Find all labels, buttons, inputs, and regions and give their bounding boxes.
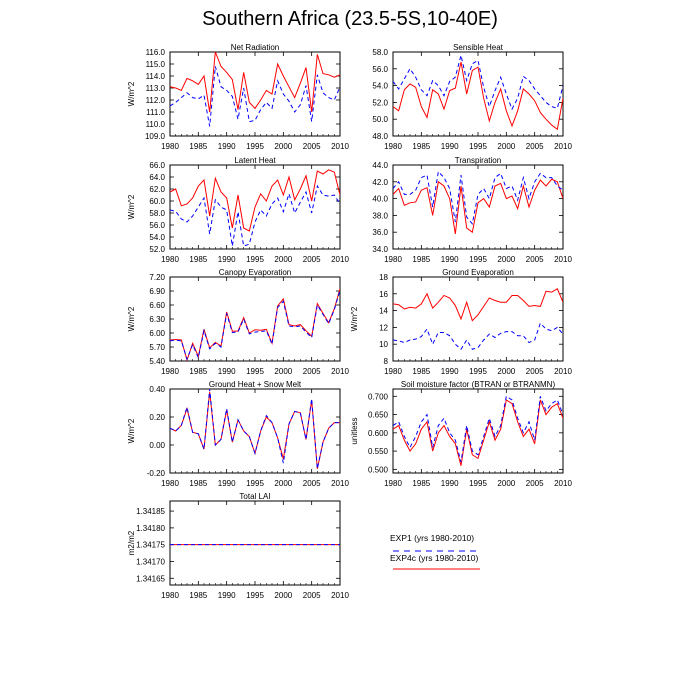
page-title: Southern Africa (23.5-5S,10-40E) <box>202 8 498 30</box>
x-tick-label: 2010 <box>331 479 349 488</box>
legend-label: EXP1 (yrs 1980-2010) <box>390 533 475 543</box>
chart-panel <box>127 43 349 151</box>
series-line-exp1 <box>393 172 563 224</box>
x-tick-label: 1980 <box>161 591 179 600</box>
x-tick-label: 2010 <box>554 142 572 151</box>
y-tick-label: 10 <box>379 340 388 350</box>
x-tick-label: 1995 <box>246 591 264 600</box>
x-tick-label: 2010 <box>554 255 572 264</box>
y-tick-label: 54.0 <box>149 233 165 242</box>
panel-title: Ground Heat + Snow Melt <box>208 380 302 389</box>
x-tick-label: 1985 <box>412 255 431 264</box>
y-tick-label: 48.0 <box>372 132 388 141</box>
plot-frame <box>393 389 563 473</box>
panel-title: Latent Heat <box>234 156 276 165</box>
x-tick-label: 2005 <box>525 479 544 488</box>
x-tick-label: 1980 <box>384 255 402 264</box>
series-line-exp1 <box>170 186 340 246</box>
chart-panel <box>372 156 572 264</box>
y-tick-label: 113.0 <box>145 84 165 93</box>
y-tick-label: 1.34165 <box>136 574 165 584</box>
x-tick-label: 1995 <box>469 367 487 376</box>
chart-panel <box>127 380 349 488</box>
x-tick-label: 2010 <box>331 255 349 264</box>
y-tick-label: 40.0 <box>372 194 388 204</box>
y-tick-label: 6.30 <box>149 315 165 324</box>
x-tick-label: 2010 <box>331 591 349 600</box>
y-axis-label: W/m^2 <box>350 306 359 332</box>
x-tick-label: 1985 <box>189 591 208 600</box>
x-tick-label: 2010 <box>331 367 349 376</box>
y-tick-label: 56.0 <box>372 64 388 74</box>
series-line-exp4c <box>393 179 563 234</box>
series-line-exp1 <box>393 323 563 349</box>
y-tick-label: 6.90 <box>149 287 165 296</box>
x-tick-label: 2005 <box>302 142 321 151</box>
y-tick-label: 5.40 <box>149 357 165 366</box>
x-tick-label: 1985 <box>189 255 208 264</box>
y-tick-label: 1.34175 <box>136 540 165 550</box>
chart-panel <box>127 492 349 600</box>
x-tick-label: 2005 <box>302 255 321 264</box>
y-tick-label: 66.0 <box>149 161 165 170</box>
y-tick-label: 18 <box>379 273 388 282</box>
y-axis-label: W/m^2 <box>127 81 136 107</box>
x-tick-label: 2000 <box>274 591 293 600</box>
series-line-exp1 <box>393 55 563 109</box>
panel-title: Sensible Heat <box>453 43 503 52</box>
x-tick-label: 2000 <box>497 142 516 151</box>
x-tick-label: 2005 <box>302 367 321 376</box>
x-tick-label: 1980 <box>384 367 402 376</box>
x-tick-label: 1990 <box>217 591 236 600</box>
x-tick-label: 2000 <box>274 367 293 376</box>
y-tick-label: 1.34185 <box>136 507 165 517</box>
plot-frame <box>170 501 340 585</box>
y-tick-label: 58.0 <box>372 48 388 57</box>
y-tick-label: 7.20 <box>149 273 165 282</box>
x-tick-label: 2000 <box>497 367 516 376</box>
x-tick-label: 1990 <box>217 479 236 488</box>
x-tick-label: 1995 <box>246 255 264 264</box>
x-tick-label: 1995 <box>469 479 487 488</box>
x-tick-label: 1980 <box>161 367 179 376</box>
x-tick-label: 2000 <box>497 479 516 488</box>
legend <box>390 533 480 569</box>
panel-title: Soil moisture factor (BTRAN or BTRANMN) <box>400 380 556 389</box>
y-tick-label: -0.20 <box>146 469 165 478</box>
y-tick-label: 0.00 <box>149 441 165 450</box>
y-tick-label: 52.0 <box>149 245 165 254</box>
plot-frame <box>393 165 563 249</box>
y-tick-label: 60.0 <box>149 197 165 206</box>
x-tick-label: 1980 <box>161 255 179 264</box>
y-tick-label: 115.0 <box>145 60 165 69</box>
y-tick-label: 0.700 <box>367 392 388 402</box>
y-tick-label: 16 <box>379 289 388 299</box>
y-axis-label: W/m^2 <box>127 194 136 220</box>
y-tick-label: 109.0 <box>144 132 165 141</box>
y-tick-label: 116.0 <box>145 48 165 57</box>
x-tick-label: 1995 <box>469 142 487 151</box>
y-tick-label: 1.34170 <box>136 557 165 567</box>
x-tick-label: 1980 <box>384 479 402 488</box>
y-tick-label: 42.0 <box>372 177 388 187</box>
y-tick-label: 62.0 <box>149 185 165 194</box>
y-tick-label: 110.0 <box>145 120 165 129</box>
x-tick-label: 1985 <box>412 142 431 151</box>
y-tick-label: 0.40 <box>149 385 165 394</box>
x-tick-label: 2000 <box>497 255 516 264</box>
y-tick-label: 8 <box>383 357 388 366</box>
y-tick-label: 34.0 <box>372 245 388 254</box>
series-line-exp1 <box>170 66 340 126</box>
x-tick-label: 1985 <box>412 479 431 488</box>
x-tick-label: 1980 <box>161 142 179 151</box>
y-tick-label: 14 <box>379 306 388 316</box>
y-tick-label: 12 <box>379 323 388 333</box>
x-tick-label: 2010 <box>554 479 572 488</box>
x-tick-label: 1985 <box>412 367 431 376</box>
x-tick-label: 1995 <box>469 255 487 264</box>
y-tick-label: 54.0 <box>372 81 388 91</box>
x-tick-label: 2000 <box>274 142 293 151</box>
series-line-exp1 <box>170 389 340 469</box>
x-tick-label: 1990 <box>440 367 459 376</box>
x-tick-label: 1990 <box>440 255 459 264</box>
chart-panel <box>127 156 349 264</box>
series-line-exp4c <box>170 52 340 112</box>
y-tick-label: 50.0 <box>372 115 388 125</box>
y-tick-label: 0.600 <box>367 428 388 438</box>
panel-title: Transpiration <box>454 156 502 165</box>
x-tick-label: 2010 <box>331 142 349 151</box>
x-tick-label: 1990 <box>217 367 236 376</box>
y-tick-label: 0.650 <box>367 410 388 420</box>
x-tick-label: 1980 <box>161 479 179 488</box>
y-tick-label: 64.0 <box>149 173 165 182</box>
x-tick-label: 1995 <box>246 479 264 488</box>
plot-frame <box>170 52 340 136</box>
x-tick-label: 1995 <box>246 142 264 151</box>
y-tick-label: 114.0 <box>145 72 165 81</box>
y-tick-label: 44.0 <box>372 161 388 170</box>
series-line-exp4c <box>393 289 563 321</box>
plot-frame <box>393 277 563 361</box>
series-line-exp1 <box>393 396 563 462</box>
chart-panel <box>350 268 572 376</box>
x-tick-label: 1985 <box>189 142 208 151</box>
x-tick-label: 1985 <box>189 367 208 376</box>
y-tick-label: 38.0 <box>372 211 388 221</box>
chart-panel <box>350 380 572 488</box>
x-tick-label: 1990 <box>440 142 459 151</box>
y-tick-label: 0.550 <box>367 447 388 457</box>
series-line-exp4c <box>393 62 563 129</box>
x-tick-label: 1990 <box>217 142 236 151</box>
series-line-exp4c <box>393 400 563 466</box>
panel-title: Canopy Evaporation <box>218 268 292 277</box>
y-tick-label: 0.500 <box>367 465 388 475</box>
chart-panel <box>372 43 572 151</box>
plot-frame <box>393 52 563 136</box>
x-tick-label: 2005 <box>302 591 321 600</box>
y-tick-label: 5.70 <box>149 343 165 352</box>
y-tick-label: 6.60 <box>149 301 165 310</box>
x-tick-label: 2010 <box>554 367 572 376</box>
y-tick-label: 111.0 <box>146 108 165 117</box>
x-tick-label: 1990 <box>217 255 236 264</box>
chart-panel <box>127 268 349 376</box>
panel-title: Total LAI <box>239 492 271 501</box>
x-tick-label: 2005 <box>525 367 544 376</box>
y-tick-label: 56.0 <box>149 221 165 230</box>
x-tick-label: 2000 <box>274 255 293 264</box>
y-axis-label: unitless <box>350 417 359 445</box>
y-tick-label: 1.34180 <box>136 523 165 533</box>
x-tick-label: 2005 <box>302 479 321 488</box>
x-tick-label: 1990 <box>440 479 459 488</box>
x-tick-label: 2005 <box>525 142 544 151</box>
y-tick-label: 112.0 <box>145 96 165 105</box>
x-tick-label: 1985 <box>189 479 208 488</box>
y-tick-label: 0.20 <box>149 413 165 422</box>
panel-title: Net Radiation <box>230 43 280 52</box>
legend-label: EXP4c (yrs 1980-2010) <box>390 553 479 563</box>
y-tick-label: 52.0 <box>372 98 388 108</box>
y-axis-label: W/m^2 <box>127 418 136 444</box>
panel-title: Ground Evaporation <box>442 268 514 277</box>
y-tick-label: 6.00 <box>149 329 165 338</box>
series-line-exp4c <box>170 289 340 360</box>
x-tick-label: 2000 <box>274 479 293 488</box>
x-tick-label: 2005 <box>525 255 544 264</box>
y-tick-label: 36.0 <box>372 228 388 238</box>
x-tick-label: 1980 <box>384 142 402 151</box>
y-axis-label: W/m^2 <box>127 306 136 332</box>
x-tick-label: 1995 <box>246 367 264 376</box>
y-axis-label: m2/m2 <box>127 530 136 556</box>
y-tick-label: 58.0 <box>149 209 165 218</box>
